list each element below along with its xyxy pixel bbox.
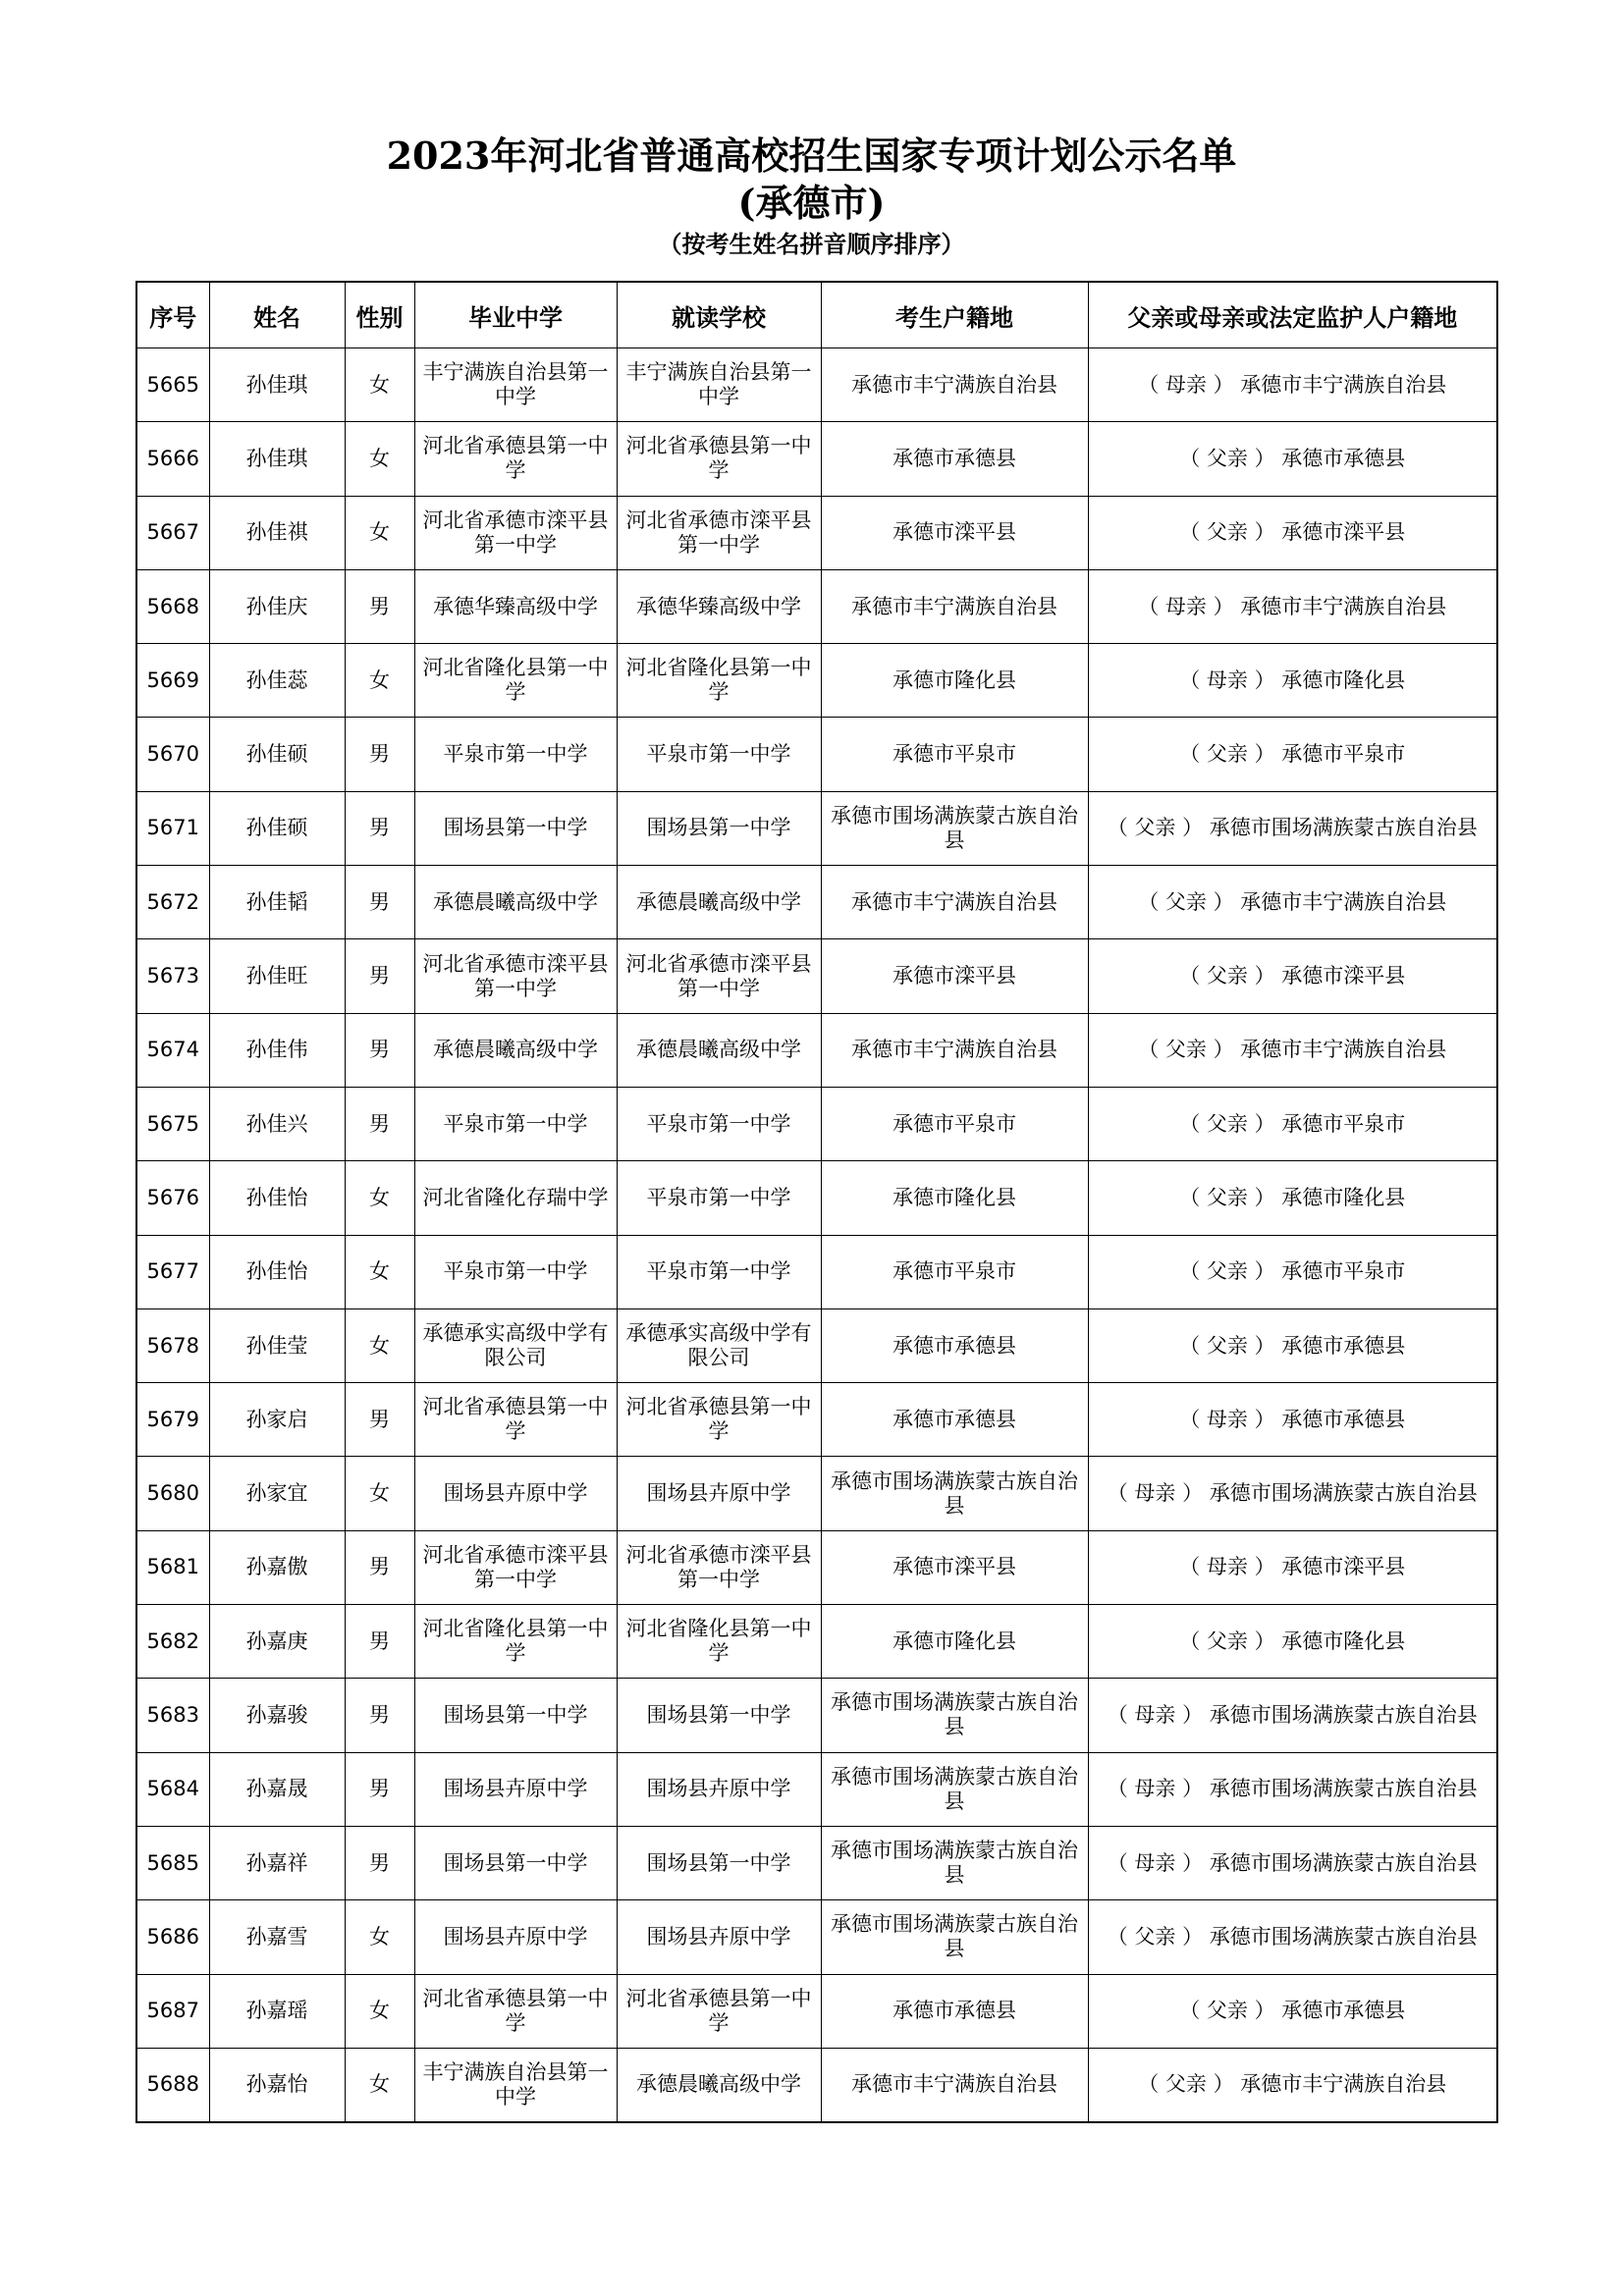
- cell-seq-number: 5673: [136, 939, 209, 1013]
- cell-gender: 女: [345, 644, 414, 718]
- cell-student-domicile: 承德市围场满族蒙古族自治县: [821, 791, 1088, 865]
- cell-student-domicile: 承德市丰宁满族自治县: [821, 569, 1088, 643]
- cell-graduation-school: 平泉市第一中学: [414, 1087, 617, 1160]
- cell-guardian-domicile: （ 父亲 ） 承德市滦平县: [1088, 939, 1497, 1013]
- cell-seq-number: 5666: [136, 422, 209, 496]
- cell-student-domicile: 承德市围场满族蒙古族自治县: [821, 1826, 1088, 1899]
- cell-gender: 男: [345, 791, 414, 865]
- cell-guardian-domicile: （ 母亲 ） 承德市围场满族蒙古族自治县: [1088, 1752, 1497, 1826]
- cell-seq-number: 5683: [136, 1679, 209, 1752]
- cell-student-domicile: 承德市平泉市: [821, 1235, 1088, 1308]
- cell-graduation-school: 河北省承德市滦平县第一中学: [414, 496, 617, 569]
- cell-guardian-domicile: （ 父亲 ） 承德市隆化县: [1088, 1161, 1497, 1235]
- cell-gender: 男: [345, 1530, 414, 1604]
- cell-current-school: 河北省隆化县第一中学: [617, 644, 821, 718]
- cell-student-name: 孙佳怡: [209, 1161, 345, 1235]
- table-row: [136, 1235, 1497, 1308]
- cell-gender: 女: [345, 1900, 414, 1974]
- cell-graduation-school: 承德华臻高级中学: [414, 569, 617, 643]
- cell-current-school: 河北省承德市滦平县第一中学: [617, 939, 821, 1013]
- cell-seq-number: 5665: [136, 348, 209, 422]
- table-row: [136, 791, 1497, 865]
- cell-seq-number: 5672: [136, 866, 209, 939]
- cell-current-school: 承德晨曦高级中学: [617, 2048, 821, 2122]
- cell-graduation-school: 河北省承德市滦平县第一中学: [414, 939, 617, 1013]
- cell-guardian-domicile: （ 母亲 ） 承德市隆化县: [1088, 644, 1497, 718]
- cell-seq-number: 5681: [136, 1530, 209, 1604]
- cell-graduation-school: 围场县卉原中学: [414, 1752, 617, 1826]
- cell-student-domicile: 承德市隆化县: [821, 1161, 1088, 1235]
- cell-seq-number: 5667: [136, 496, 209, 569]
- cell-graduation-school: 围场县第一中学: [414, 1679, 617, 1752]
- cell-student-domicile: 承德市围场满族蒙古族自治县: [821, 1900, 1088, 1974]
- cell-graduation-school: 河北省隆化存瑞中学: [414, 1161, 617, 1235]
- roster-table: [135, 281, 1498, 2123]
- cell-student-name: 孙嘉雪: [209, 1900, 345, 1974]
- cell-seq-number: 5676: [136, 1161, 209, 1235]
- cell-student-domicile: 承德市丰宁满族自治县: [821, 348, 1088, 422]
- cell-gender: 女: [345, 2048, 414, 2122]
- cell-student-name: 孙嘉祥: [209, 1826, 345, 1899]
- cell-student-domicile: 承德市丰宁满族自治县: [821, 2048, 1088, 2122]
- cell-guardian-domicile: （ 母亲 ） 承德市承德县: [1088, 1383, 1497, 1457]
- cell-gender: 男: [345, 866, 414, 939]
- cell-guardian-domicile: （ 父亲 ） 承德市平泉市: [1088, 1087, 1497, 1160]
- table-row: [136, 644, 1497, 718]
- cell-seq-number: 5669: [136, 644, 209, 718]
- cell-graduation-school: 承德晨曦高级中学: [414, 866, 617, 939]
- column-header-gender: 性别: [345, 282, 414, 348]
- table-row: [136, 1752, 1497, 1826]
- cell-student-domicile: 承德市丰宁满族自治县: [821, 1013, 1088, 1087]
- cell-gender: 女: [345, 422, 414, 496]
- cell-student-name: 孙佳怡: [209, 1235, 345, 1308]
- cell-current-school: 围场县卉原中学: [617, 1752, 821, 1826]
- cell-graduation-school: 河北省承德县第一中学: [414, 422, 617, 496]
- cell-guardian-domicile: （ 父亲 ） 承德市承德县: [1088, 1974, 1497, 2048]
- cell-current-school: 围场县卉原中学: [617, 1457, 821, 1530]
- table-row: [136, 1826, 1497, 1899]
- cell-gender: 男: [345, 939, 414, 1013]
- cell-gender: 男: [345, 1383, 414, 1457]
- cell-gender: 女: [345, 1235, 414, 1308]
- table-header-row: [136, 282, 1497, 348]
- cell-gender: 男: [345, 1013, 414, 1087]
- cell-student-name: 孙佳旺: [209, 939, 345, 1013]
- cell-graduation-school: 围场县卉原中学: [414, 1900, 617, 1974]
- cell-seq-number: 5687: [136, 1974, 209, 2048]
- cell-current-school: 围场县卉原中学: [617, 1900, 821, 1974]
- cell-gender: 男: [345, 718, 414, 791]
- table-row: [136, 1383, 1497, 1457]
- cell-student-name: 孙嘉骏: [209, 1679, 345, 1752]
- cell-guardian-domicile: （ 母亲 ） 承德市围场满族蒙古族自治县: [1088, 1679, 1497, 1752]
- cell-current-school: 围场县第一中学: [617, 791, 821, 865]
- cell-graduation-school: 承德晨曦高级中学: [414, 1013, 617, 1087]
- cell-student-name: 孙家宜: [209, 1457, 345, 1530]
- table-row: [136, 2048, 1497, 2122]
- cell-graduation-school: 河北省承德县第一中学: [414, 1974, 617, 2048]
- table-row: [136, 1530, 1497, 1604]
- cell-student-domicile: 承德市滦平县: [821, 496, 1088, 569]
- table-row: [136, 1605, 1497, 1679]
- table-row: [136, 1087, 1497, 1160]
- table-row: [136, 866, 1497, 939]
- table-row: [136, 348, 1497, 422]
- cell-guardian-domicile: （ 父亲 ） 承德市承德县: [1088, 422, 1497, 496]
- cell-guardian-domicile: （ 母亲 ） 承德市丰宁满族自治县: [1088, 348, 1497, 422]
- table-row: [136, 1900, 1497, 1974]
- cell-student-domicile: 承德市承德县: [821, 1383, 1088, 1457]
- cell-graduation-school: 承德承实高级中学有限公司: [414, 1308, 617, 1382]
- cell-gender: 男: [345, 1826, 414, 1899]
- cell-student-domicile: 承德市承德县: [821, 1974, 1088, 2048]
- cell-current-school: 承德晨曦高级中学: [617, 866, 821, 939]
- cell-guardian-domicile: （ 父亲 ） 承德市承德县: [1088, 1308, 1497, 1382]
- table-row: [136, 1974, 1497, 2048]
- cell-student-domicile: 承德市平泉市: [821, 1087, 1088, 1160]
- cell-gender: 女: [345, 1161, 414, 1235]
- cell-student-name: 孙佳硕: [209, 791, 345, 865]
- cell-guardian-domicile: （ 父亲 ） 承德市平泉市: [1088, 1235, 1497, 1308]
- cell-student-name: 孙佳韬: [209, 866, 345, 939]
- cell-student-name: 孙佳蕊: [209, 644, 345, 718]
- cell-student-name: 孙佳祺: [209, 496, 345, 569]
- cell-gender: 男: [345, 1605, 414, 1679]
- cell-current-school: 围场县第一中学: [617, 1679, 821, 1752]
- table-row: [136, 1308, 1497, 1382]
- cell-student-domicile: 承德市围场满族蒙古族自治县: [821, 1457, 1088, 1530]
- cell-graduation-school: 平泉市第一中学: [414, 718, 617, 791]
- cell-guardian-domicile: （ 母亲 ） 承德市滦平县: [1088, 1530, 1497, 1604]
- cell-current-school: 平泉市第一中学: [617, 1161, 821, 1235]
- cell-seq-number: 5688: [136, 2048, 209, 2122]
- cell-guardian-domicile: （ 父亲 ） 承德市滦平县: [1088, 496, 1497, 569]
- cell-gender: 女: [345, 1457, 414, 1530]
- cell-student-name: 孙嘉晟: [209, 1752, 345, 1826]
- cell-seq-number: 5680: [136, 1457, 209, 1530]
- cell-graduation-school: 河北省承德县第一中学: [414, 1383, 617, 1457]
- cell-guardian-domicile: （ 母亲 ） 承德市围场满族蒙古族自治县: [1088, 1826, 1497, 1899]
- cell-gender: 女: [345, 496, 414, 569]
- cell-graduation-school: 丰宁满族自治县第一中学: [414, 348, 617, 422]
- cell-current-school: 承德华臻高级中学: [617, 569, 821, 643]
- column-header-current-school: 就读学校: [617, 282, 821, 348]
- cell-seq-number: 5685: [136, 1826, 209, 1899]
- cell-seq-number: 5682: [136, 1605, 209, 1679]
- cell-guardian-domicile: （ 父亲 ） 承德市丰宁满族自治县: [1088, 2048, 1497, 2122]
- cell-student-name: 孙佳伟: [209, 1013, 345, 1087]
- cell-student-domicile: 承德市丰宁满族自治县: [821, 866, 1088, 939]
- cell-guardian-domicile: （ 父亲 ） 承德市平泉市: [1088, 718, 1497, 791]
- cell-seq-number: 5678: [136, 1308, 209, 1382]
- cell-gender: 男: [345, 1752, 414, 1826]
- cell-student-domicile: 承德市滦平县: [821, 1530, 1088, 1604]
- cell-student-domicile: 承德市滦平县: [821, 939, 1088, 1013]
- cell-student-name: 孙佳莹: [209, 1308, 345, 1382]
- cell-guardian-domicile: （ 父亲 ） 承德市丰宁满族自治县: [1088, 866, 1497, 939]
- cell-guardian-domicile: （ 父亲 ） 承德市围场满族蒙古族自治县: [1088, 791, 1497, 865]
- cell-current-school: 丰宁满族自治县第一中学: [617, 348, 821, 422]
- cell-student-name: 孙嘉怡: [209, 2048, 345, 2122]
- cell-guardian-domicile: （ 母亲 ） 承德市丰宁满族自治县: [1088, 569, 1497, 643]
- cell-student-domicile: 承德市围场满族蒙古族自治县: [821, 1752, 1088, 1826]
- cell-current-school: 围场县第一中学: [617, 1826, 821, 1899]
- cell-seq-number: 5686: [136, 1900, 209, 1974]
- cell-student-domicile: 承德市承德县: [821, 1308, 1088, 1382]
- document-title: 2023年河北省普通高校招生国家专项计划公示名单: [386, 133, 1237, 178]
- cell-student-name: 孙佳琪: [209, 422, 345, 496]
- sort-note: （按考生姓名拼音顺序排序）: [658, 231, 965, 258]
- cell-current-school: 平泉市第一中学: [617, 1087, 821, 1160]
- cell-current-school: 河北省承德县第一中学: [617, 1974, 821, 2048]
- cell-seq-number: 5674: [136, 1013, 209, 1087]
- cell-graduation-school: 河北省隆化县第一中学: [414, 1605, 617, 1679]
- cell-gender: 女: [345, 1974, 414, 2048]
- document-subtitle: (承德市): [737, 181, 886, 225]
- column-header-guardian-domicile: 父亲或母亲或法定监护人户籍地: [1088, 282, 1497, 348]
- cell-graduation-school: 围场县卉原中学: [414, 1457, 617, 1530]
- cell-seq-number: 5668: [136, 569, 209, 643]
- cell-seq-number: 5679: [136, 1383, 209, 1457]
- cell-student-domicile: 承德市隆化县: [821, 644, 1088, 718]
- column-header-seq-number: 序号: [136, 282, 209, 348]
- cell-student-domicile: 承德市围场满族蒙古族自治县: [821, 1679, 1088, 1752]
- cell-gender: 男: [345, 1087, 414, 1160]
- cell-current-school: 河北省承德市滦平县第一中学: [617, 1530, 821, 1604]
- cell-current-school: 承德晨曦高级中学: [617, 1013, 821, 1087]
- cell-student-domicile: 承德市隆化县: [821, 1605, 1088, 1679]
- cell-student-name: 孙佳兴: [209, 1087, 345, 1160]
- cell-gender: 男: [345, 569, 414, 643]
- table-row: [136, 1161, 1497, 1235]
- cell-guardian-domicile: （ 父亲 ） 承德市隆化县: [1088, 1605, 1497, 1679]
- column-header-graduation-school: 毕业中学: [414, 282, 617, 348]
- cell-graduation-school: 丰宁满族自治县第一中学: [414, 2048, 617, 2122]
- column-header-student-name: 姓名: [209, 282, 345, 348]
- cell-student-name: 孙嘉庚: [209, 1605, 345, 1679]
- table-row: [136, 718, 1497, 791]
- cell-current-school: 河北省承德市滦平县第一中学: [617, 496, 821, 569]
- cell-graduation-school: 围场县第一中学: [414, 1826, 617, 1899]
- cell-gender: 女: [345, 348, 414, 422]
- table-body: [136, 348, 1497, 2123]
- cell-student-domicile: 承德市平泉市: [821, 718, 1088, 791]
- cell-student-name: 孙嘉瑶: [209, 1974, 345, 2048]
- cell-guardian-domicile: （ 父亲 ） 承德市丰宁满族自治县: [1088, 1013, 1497, 1087]
- cell-current-school: 河北省承德县第一中学: [617, 1383, 821, 1457]
- cell-graduation-school: 平泉市第一中学: [414, 1235, 617, 1308]
- cell-student-name: 孙嘉傲: [209, 1530, 345, 1604]
- cell-guardian-domicile: （ 父亲 ） 承德市围场满族蒙古族自治县: [1088, 1900, 1497, 1974]
- cell-graduation-school: 河北省承德市滦平县第一中学: [414, 1530, 617, 1604]
- cell-seq-number: 5677: [136, 1235, 209, 1308]
- cell-current-school: 河北省隆化县第一中学: [617, 1605, 821, 1679]
- table-row: [136, 422, 1497, 496]
- cell-current-school: 平泉市第一中学: [617, 1235, 821, 1308]
- cell-seq-number: 5670: [136, 718, 209, 791]
- cell-gender: 男: [345, 1679, 414, 1752]
- cell-student-name: 孙佳硕: [209, 718, 345, 791]
- cell-seq-number: 5675: [136, 1087, 209, 1160]
- table-row: [136, 1679, 1497, 1752]
- cell-guardian-domicile: （ 母亲 ） 承德市围场满族蒙古族自治县: [1088, 1457, 1497, 1530]
- column-header-student-domicile: 考生户籍地: [821, 282, 1088, 348]
- table-row: [136, 939, 1497, 1013]
- cell-student-domicile: 承德市承德县: [821, 422, 1088, 496]
- cell-gender: 女: [345, 1308, 414, 1382]
- cell-student-name: 孙佳庆: [209, 569, 345, 643]
- cell-student-name: 孙家启: [209, 1383, 345, 1457]
- table-row: [136, 496, 1497, 569]
- cell-seq-number: 5684: [136, 1752, 209, 1826]
- cell-seq-number: 5671: [136, 791, 209, 865]
- cell-graduation-school: 围场县第一中学: [414, 791, 617, 865]
- cell-graduation-school: 河北省隆化县第一中学: [414, 644, 617, 718]
- cell-current-school: 河北省承德县第一中学: [617, 422, 821, 496]
- cell-student-name: 孙佳琪: [209, 348, 345, 422]
- table-row: [136, 569, 1497, 643]
- table-row: [136, 1457, 1497, 1530]
- table-row: [136, 1013, 1497, 1087]
- cell-current-school: 平泉市第一中学: [617, 718, 821, 791]
- cell-current-school: 承德承实高级中学有限公司: [617, 1308, 821, 1382]
